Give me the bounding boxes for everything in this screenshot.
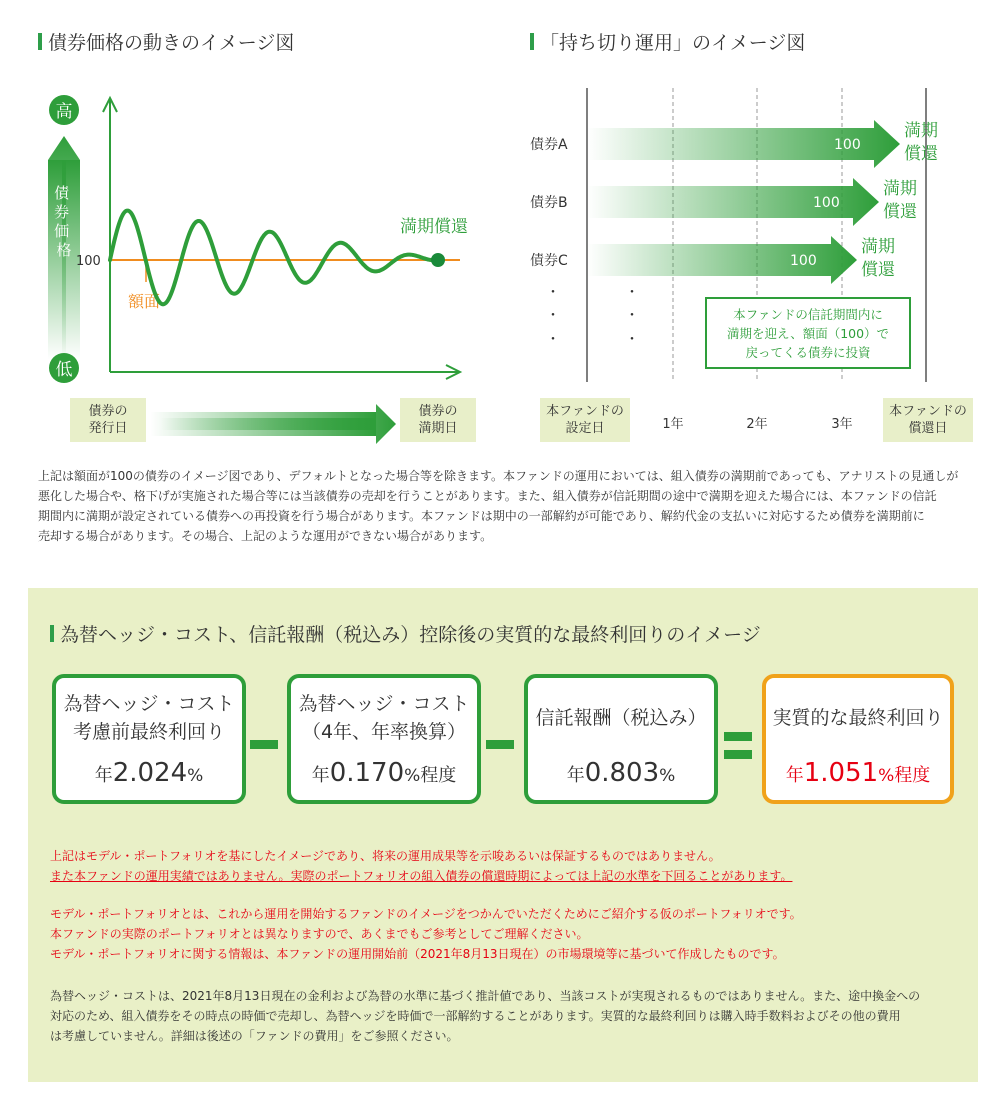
heading-bar <box>50 625 54 642</box>
yield-before-hedge-box: 為替ヘッジ・コスト 考慮前最終利回り 年2.024% <box>52 674 246 804</box>
yield-heading <box>50 620 761 647</box>
minus-sign-1 <box>250 740 278 749</box>
svg-text:・: ・ <box>546 308 560 324</box>
net-yield-box: 実質的な最終利回り 年1.051%程度 <box>762 674 954 804</box>
bond-c-value: 100 <box>790 253 817 269</box>
callout-line1: 本ファンドの信託期間内に <box>733 307 883 322</box>
maturity-dot <box>431 253 445 267</box>
par-label: 額面 <box>128 292 161 311</box>
issue-date-tag: 債券の 発行日 <box>70 398 146 442</box>
heading-bar <box>530 33 534 50</box>
callout-line3: 戻ってくる債券に投資 <box>745 345 871 360</box>
svg-text:・: ・ <box>625 285 639 301</box>
time-band <box>150 412 376 436</box>
red-notes: 上記はモデル・ポートフォリオを基にしたイメージであり、将来の運用成果等を示唆あるいは保証するものではありません。 また本ファンドの運用実績ではありません。実際のポートフォリオの組入債券の償還時期によっては上記の水準を下回ることがあります。 モデル・ポートフォリオとは、これから運用を開始するファンドのイメージをつかんでいただくためにご紹介する仮のポートフォリオです。 本ファンドの実際のポートフォリオとは異なりますので、あくまでもご参考としてご理解ください。 モデル・ポートフォリオに関する情報は、本ファンドの運用開始前（2021年8月13日現在）の市場環境等に基づいて作成したものです。 <box>50 849 802 961</box>
svg-text:・: ・ <box>625 308 639 324</box>
right-diagram-heading <box>530 28 805 55</box>
maturity-label: 満期償還 <box>400 217 468 237</box>
hedge-cost-note: 為替ヘッジ・コストは、2021年8月13日現在の金利および為替の水準に基づく推計値であり、当該コストが実現されるものではありません。また、途中換金への 対応のため、組入債券をその時点の時価で売却し、為替ヘッジを時価で一部解約することがあります。実質的な最終利回りは購入時手数料およびその他の費用 は考慮していません。詳細は後述の「ファンドの費用」をご参照ください。 <box>50 989 921 1043</box>
callout-line2: 満期を迎え、額面（100）で <box>726 326 890 341</box>
bond-a-label2: 償還 <box>904 144 938 164</box>
equals-sign-bottom <box>724 750 752 759</box>
bond-b-name: 債券B <box>530 195 568 211</box>
bond-c-name: 債券C <box>530 253 568 269</box>
low-label: 低 <box>55 360 73 380</box>
diagrams-svg <box>0 0 1000 460</box>
maturity-date-tag: 債券の 満期日 <box>400 398 476 442</box>
trust-fee-box: 信託報酬（税込み） 年0.803% <box>524 674 718 804</box>
bond-c-label1: 満期 <box>861 237 895 257</box>
svg-text:・: ・ <box>546 285 560 301</box>
yield-title: 為替ヘッジ・コスト、信託報酬（税込み）控除後の実質的な最終利回りのイメージ <box>60 624 761 646</box>
value-100-label: 100 <box>76 254 101 269</box>
setup-date-tag: 本ファンドの 設定日 <box>540 398 630 442</box>
price-axis-label: 債 券 価 格 <box>54 184 72 259</box>
bond-c-label2: 償還 <box>861 260 895 280</box>
bond-b-label2: 償還 <box>883 202 917 222</box>
bond-b-label1: 満期 <box>883 179 917 199</box>
year3-label: 3年 <box>831 417 853 432</box>
price-wave <box>110 211 438 305</box>
redeem-date-tag: 本ファンドの 償還日 <box>883 398 973 442</box>
svg-text:・: ・ <box>625 332 639 348</box>
minus-sign-2 <box>486 740 514 749</box>
svg-text:・: ・ <box>546 332 560 348</box>
note-1: 上記は額面が100の債券のイメージ図であり、デフォルトとなった場合等を除きます。本ファンドの運用においては、組入債券の満期前であっても、アナリストの見通しが 悪化した場合や、格下げが実施された場合等には当該債券の売却を行うことがあります。また、組入債券が信託期間の途中で満期を迎えた場合には、本ファンドの信託 期間内に満期が設定されている債券への再投資を行う場合があります。本ファンドは期中の一部解約が可能であり、解約代金の支払いに対応するため債券を満期前に 売却する場合があります。その場合、上記のような運用ができない場合があります。 <box>38 469 959 543</box>
right-diagram-title: 「持ち切り運用」のイメージ図 <box>540 32 806 54</box>
left-diagram-title: 債券価格の動きのイメージ図 <box>48 32 295 54</box>
ellipsis-dots <box>546 285 639 348</box>
year1-label: 1年 <box>662 417 684 432</box>
bond-b-value: 100 <box>813 195 840 211</box>
equals-sign-top <box>724 732 752 741</box>
bond-a-value: 100 <box>834 137 861 153</box>
bond-a-label1: 満期 <box>904 121 938 141</box>
year2-label: 2年 <box>746 417 768 432</box>
bond-a-name: 債券A <box>530 137 568 153</box>
yield-panel <box>28 588 978 1082</box>
hedge-cost-box: 為替ヘッジ・コスト （4年、年率換算） 年0.170%程度 <box>287 674 481 804</box>
high-label: 高 <box>55 102 73 122</box>
